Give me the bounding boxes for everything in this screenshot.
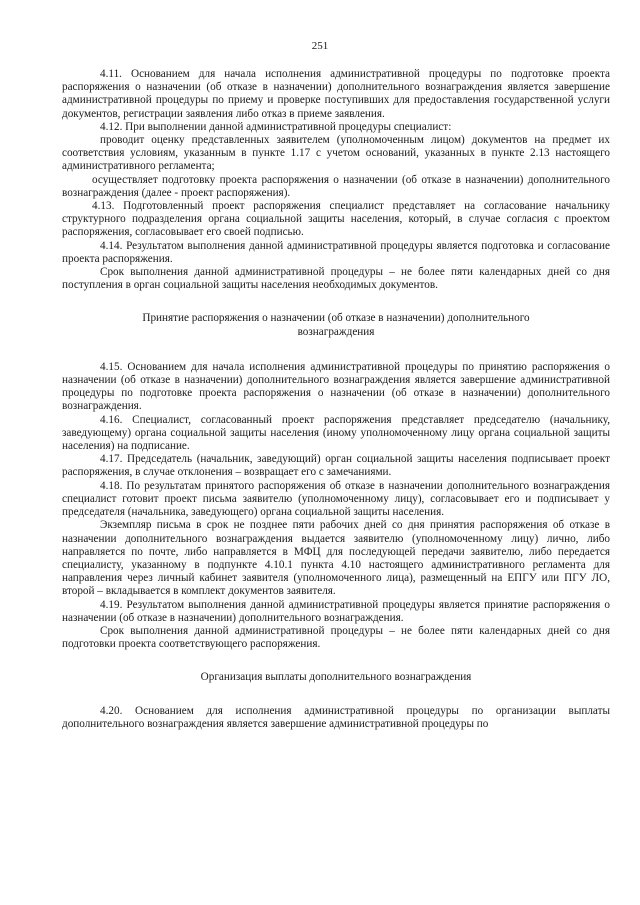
paragraph-4-18: 4.18. По результатам принятого распоряжения об отказе в назначении дополнительного вознаграждения специалист готовит проект письма заявителю (уполномоченному лицу), согласовывает его и подписывает у председателя (начальника, заведующего) органа социальной защиты населения. — [62, 479, 610, 519]
paragraph-4-19: 4.19. Результатом выполнения данной административной процедуры является принятие распоряжения о назначении (об отказе в назначении) дополнительного вознаграждения. — [62, 598, 610, 624]
paragraph-deadline-2: Срок выполнения данной административной процедуры – не более пяти календарных дней со дня подготовки проекта соответствующего распоряжения. — [62, 624, 610, 651]
paragraph-4-16: 4.16. Специалист, согласованный проект распоряжения представляет председателю (начальнику, заведующему) органа социальной защиты населения (иному уполномоченному лицу органа социальной защиты населения) на подписание. — [62, 413, 610, 453]
paragraph-4-15: 4.15. Основанием для начала исполнения административной процедуры по принятию распоряжения о назначении (об отказе в назначении) дополнительного вознаграждения является завершение административной процедуры по подготовке проекта распоряжения о назначении (об отказе в назначении) дополнительного вознаграждения. — [62, 360, 610, 413]
section-heading-payment: Организация выплаты дополнительного вознаграждения — [200, 671, 472, 684]
paragraph-deadline-1: Срок выполнения данной административной процедуры – не более пяти календарных дней со дня поступления в орган социальной защиты населения необходимых документов. — [62, 266, 610, 292]
paragraph-4-17: 4.17. Председатель (начальник, заведующий) орган социальной защиты населения подписывает проект распоряжения, в случае отклонения – возвращает его с замечаниями. — [62, 453, 610, 479]
paragraph-4-12: 4.12. При выполнении данной административной процедуры специалист: — [100, 120, 452, 133]
paragraph-letter-copy: Экземпляр письма в срок не позднее пяти рабочих дней со дня принятия распоряжения об отказе в назначении дополнительного вознаграждения выдается заявителю (уполномоченному лицу) лично, либо направляется по почте, либо направляется в МФЦ для последующей передачи заявителю, либо передается специалисту, указанному в подпункте 4.10.1 пункта 4.10 настоящего административного регламента для направления через личный кабинет заявителя (уполномоченного лица), размещенный на ЕПГУ или ПГУ ЛО, второй – вкладывается в комплект документов заявителя. — [62, 519, 610, 598]
paragraph-assessment: проводит оценку представленных заявителем (уполномоченным лицом) документов на предмет их соответствия условиям, указанным в пункте 1.17 с учетом оснований, указанных в пункте 2.13 настоящего административного регламента; — [62, 134, 610, 173]
paragraph-4-14: 4.14. Результатом выполнения данной административной процедуры является подготовка и согласование проекта распоряжения. — [62, 239, 610, 265]
section-heading-decision: Принятие распоряжения о назначении (об отказе в назначении) дополнительного вознаграждения — [142, 312, 530, 338]
page-number: 251 — [311, 40, 329, 52]
paragraph-4-11: 4.11. Основанием для начала исполнения административной процедуры по подготовке проекта распоряжения о назначении (об отказе в назначении) дополнительного вознаграждения является завершение административной процедуры по приему и проверке поступивших для предоставления государственной услуги документов, регистрации заявления либо отказ в приеме заявления. — [62, 68, 610, 120]
document-body — [62, 68, 610, 731]
paragraph-4-20: 4.20. Основанием для исполнения административной процедуры по организации выплаты дополнительного вознаграждения является завершение административной процедуры по — [62, 704, 610, 730]
paragraph-4-13: 4.13. Подготовленный проект распоряжения специалист представляет на согласование начальнику структурного подразделения органа социальной защиты населения, который, в случае согласия с проектом распоряжения, согласовывает его своей подписью. — [62, 200, 610, 239]
paragraph-draft-preparation: осуществляет подготовку проекта распоряжения о назначении (об отказе в назначении) дополнительного вознаграждения (далее - проект распоряжения). — [62, 173, 610, 199]
